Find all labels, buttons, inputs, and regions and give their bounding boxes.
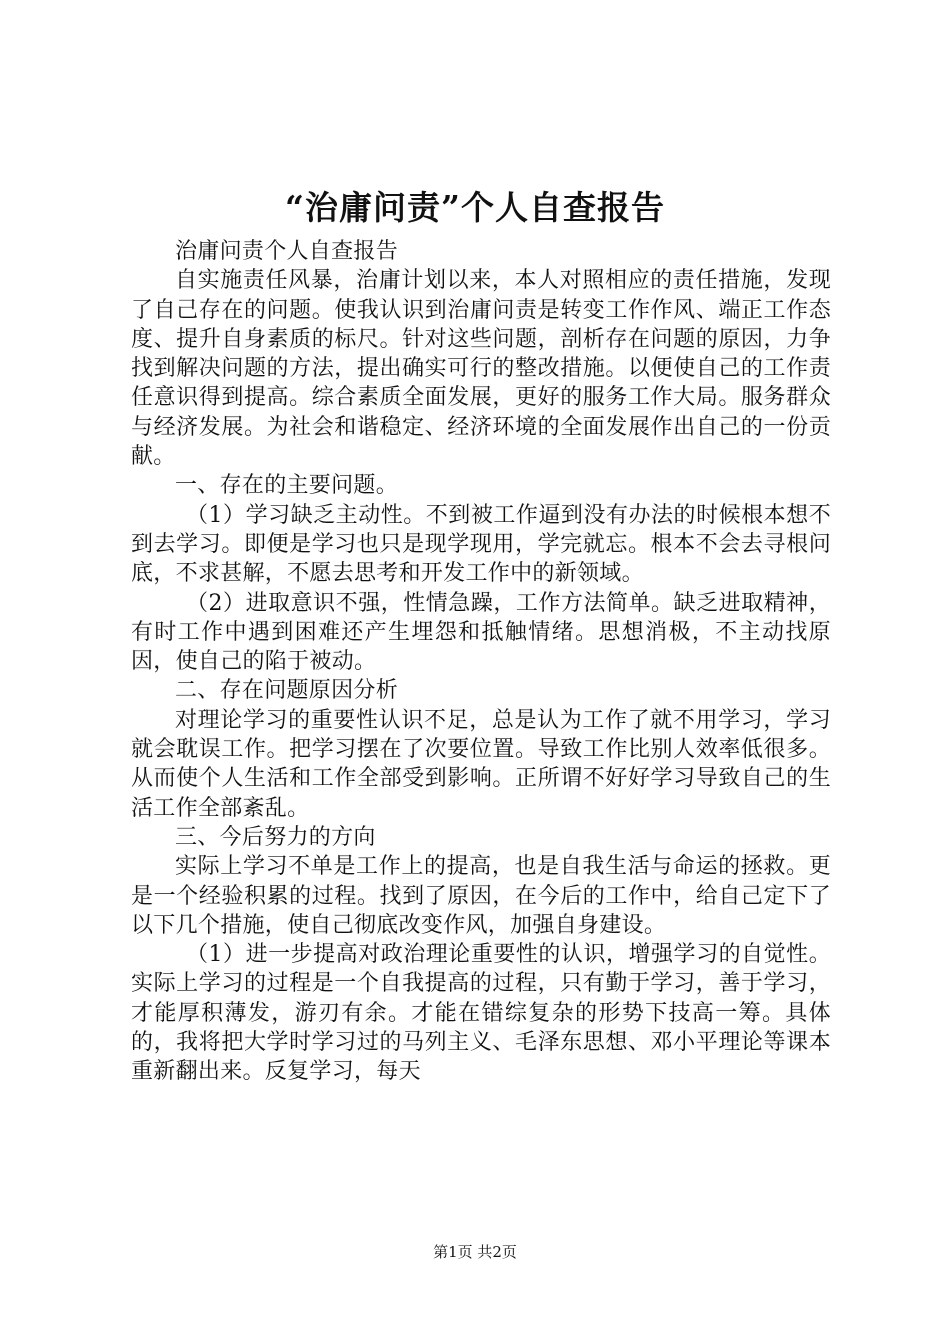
paragraph-issue-2: （2）进取意识不强，性情急躁，工作方法简单。缺乏进取精神，有时工作中遇到困难还产生埋怨和抵触情绪。思想消极，不主动找原因，使自己的陷于被动。	[131, 590, 831, 675]
paragraph-cause-analysis: 对理论学习的重要性认识不足，总是认为工作了就不用学习，学习就会耽误工作。把学习摆在了次要位置。导致工作比别人效率低很多。从而使个人生活和工作全部受到影响。正所谓不好好学习导致自己的生活工作全部紊乱。	[131, 707, 831, 821]
paragraph-subtitle: 治庸问责个人自查报告	[175, 239, 399, 264]
paragraph-measure-1: （1）进一步提高对政治理论重要性的认识，增强学习的自觉性。实际上学习的过程是一个自我提高的过程，只有勤于学习，善于学习，才能厚积薄发，游刃有余。才能在错综复杂的形势下技高一筹。具体的，我将把大学时学习过的马列主义、毛泽东思想、邓小平理论等课本重新翻出来。反复学习，每天	[131, 942, 831, 1085]
heading-section-3: 三、今后努力的方向	[175, 824, 376, 850]
page-footer: 第1页 共2页	[433, 1243, 517, 1261]
heading-section-1: 一、存在的主要问题。	[175, 473, 399, 499]
paragraph-intro: 自实施责任风暴，治庸计划以来，本人对照相应的责任措施，发现了自己存在的问题。使我认识到治庸问责是转变工作作风、端正工作态度、提升自身素质的标尺。针对这些问题，剖析存在问题的原因，力争找到解决问题的方法，提出确实可行的整改措施。以便使自己的工作责任意识得到提高。综合素质全面发展，更好的服务工作大局。服务群众与经济发展。为社会和谐稳定、经济环境的全面发展作出自己的一份贡献。	[131, 268, 831, 470]
document-body	[131, 237, 831, 1087]
document-title: “治庸问责”个人自查报告	[285, 188, 665, 227]
paragraph-issue-1: （1）学习缺乏主动性。不到被工作逼到没有办法的时候根本想不到去学习。即便是学习也只是现学现用，学完就忘。根本不会去寻根问底，不求甚解，不愿去思考和开发工作中的新领域。	[131, 502, 831, 587]
paragraph-direction: 实际上学习不单是工作上的提高，也是自我生活与命运的拯救。更是一个经验积累的过程。找到了原因，在今后的工作中，给自己定下了以下几个措施，使自己彻底改变作风，加强自身建设。	[131, 854, 831, 938]
heading-section-2: 二、存在问题原因分析	[175, 678, 399, 704]
